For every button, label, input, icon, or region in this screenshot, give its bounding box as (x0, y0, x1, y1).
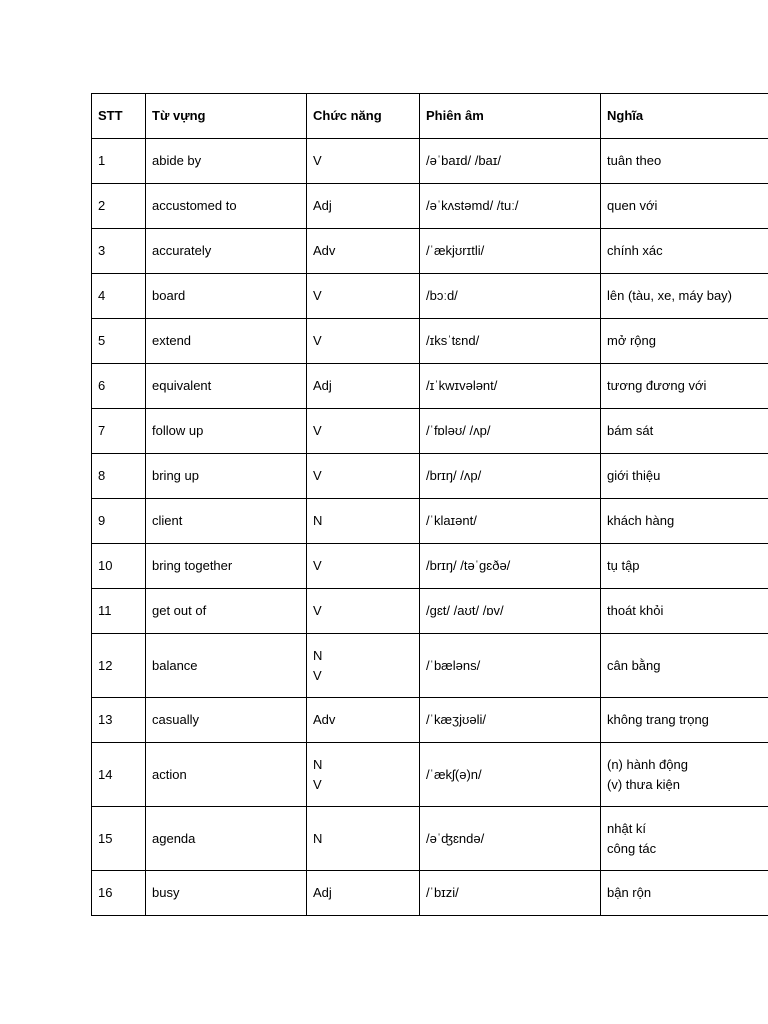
table-row (92, 409, 768, 454)
meaning-cell (601, 139, 768, 184)
part-of-speech-line: V (313, 333, 322, 348)
header-part-of-speech: Chức năng (307, 94, 420, 139)
part-of-speech-cell (307, 454, 420, 499)
meaning-line: quen với (607, 198, 658, 213)
table-row (92, 589, 768, 634)
word-cell: board (146, 274, 307, 319)
part-of-speech-line: Adj (313, 198, 332, 213)
part-of-speech-line: N (313, 830, 323, 846)
word-cell: bring up (146, 454, 307, 499)
word-cell: abide by (146, 139, 307, 184)
stt-cell: 5 (92, 319, 146, 364)
meaning-line: công tác (607, 840, 657, 856)
pronunciation-cell: /ˈklaɪənt/ (420, 499, 601, 544)
meaning-line: bận rộn (607, 885, 652, 900)
pronunciation-cell: /ˈækjʊrɪtli/ (420, 229, 601, 274)
pronunciation-cell: /brɪŋ/ /ʌp/ (420, 454, 601, 499)
part-of-speech-line: V (313, 423, 322, 438)
stt-cell: 7 (92, 409, 146, 454)
table-row (92, 499, 768, 544)
table-body (92, 139, 768, 916)
word-cell: extend (146, 319, 307, 364)
part-of-speech-line: V (313, 776, 322, 792)
word-cell: accurately (146, 229, 307, 274)
pronunciation-cell: /ˈkæʒjʊəli/ (420, 698, 601, 743)
word-cell: action (146, 743, 307, 807)
part-of-speech-line: Adj (313, 378, 332, 393)
part-of-speech-cell (307, 544, 420, 589)
stt-cell: 10 (92, 544, 146, 589)
meaning-cell (601, 499, 768, 544)
table-row (92, 364, 768, 409)
meaning-cell (601, 274, 768, 319)
part-of-speech-cell (307, 499, 420, 544)
part-of-speech-line: N (313, 756, 323, 772)
part-of-speech-line: V (313, 667, 322, 683)
stt-cell: 2 (92, 184, 146, 229)
meaning-line: chính xác (607, 243, 663, 258)
word-cell: busy (146, 871, 307, 916)
stt-cell: 12 (92, 634, 146, 698)
part-of-speech-cell (307, 698, 420, 743)
meaning-cell (601, 229, 768, 274)
table-header-row (92, 94, 768, 139)
meaning-cell (601, 807, 768, 871)
stt-cell: 9 (92, 499, 146, 544)
table-row (92, 698, 768, 743)
meaning-cell (601, 544, 768, 589)
part-of-speech-cell (307, 229, 420, 274)
part-of-speech-cell (307, 871, 420, 916)
part-of-speech-cell (307, 139, 420, 184)
part-of-speech-line: Adj (313, 885, 332, 900)
word-cell: balance (146, 634, 307, 698)
meaning-cell (601, 184, 768, 229)
stt-cell: 4 (92, 274, 146, 319)
part-of-speech-cell (307, 319, 420, 364)
pronunciation-cell: /ˈækʃ(ə)n/ (420, 743, 601, 807)
word-cell: accustomed to (146, 184, 307, 229)
pronunciation-cell: /ˈbɪzi/ (420, 871, 601, 916)
part-of-speech-line: V (313, 603, 322, 618)
meaning-cell (601, 454, 768, 499)
stt-cell: 3 (92, 229, 146, 274)
meaning-line: tương đương với (607, 378, 707, 393)
table-row (92, 807, 768, 871)
table-row (92, 871, 768, 916)
part-of-speech-cell (307, 589, 420, 634)
meaning-line: (v) thưa kiện (607, 776, 681, 792)
word-cell: get out of (146, 589, 307, 634)
meaning-cell (601, 364, 768, 409)
word-cell: casually (146, 698, 307, 743)
table-row (92, 184, 768, 229)
table-row (92, 634, 768, 698)
meaning-cell (601, 743, 768, 807)
header-pronunciation: Phiên âm (420, 94, 601, 139)
meaning-cell (601, 589, 768, 634)
meaning-cell (601, 409, 768, 454)
word-cell: follow up (146, 409, 307, 454)
header-stt: STT (92, 94, 146, 139)
meaning-line: nhật kí (607, 820, 647, 836)
word-cell: equivalent (146, 364, 307, 409)
table-row (92, 319, 768, 364)
stt-cell: 1 (92, 139, 146, 184)
pronunciation-cell: /əˈʤɛndə/ (420, 807, 601, 871)
part-of-speech-line: V (313, 468, 322, 483)
meaning-cell (601, 319, 768, 364)
part-of-speech-line: Adv (313, 243, 336, 258)
meaning-line: tụ tập (607, 558, 640, 573)
part-of-speech-line: V (313, 153, 322, 168)
stt-cell: 15 (92, 807, 146, 871)
part-of-speech-line: N (313, 513, 323, 528)
word-cell: client (146, 499, 307, 544)
meaning-line: không trang trọng (607, 712, 709, 727)
part-of-speech-line: V (313, 558, 322, 573)
pronunciation-cell: /gɛt/ /aʊt/ /ɒv/ (420, 589, 601, 634)
table-row (92, 544, 768, 589)
part-of-speech-line: N (313, 647, 323, 663)
table-row (92, 229, 768, 274)
pronunciation-cell: /əˈkʌstəmd/ /tuː/ (420, 184, 601, 229)
part-of-speech-cell (307, 364, 420, 409)
meaning-line: tuân theo (607, 153, 662, 168)
part-of-speech-cell (307, 184, 420, 229)
part-of-speech-cell (307, 634, 420, 698)
meaning-line: khách hàng (607, 513, 675, 528)
part-of-speech-line: Adv (313, 712, 336, 727)
pronunciation-cell: /ˈfɒləʊ/ /ʌp/ (420, 409, 601, 454)
meaning-line: lên (tàu, xe, máy bay) (607, 288, 732, 303)
pronunciation-cell: /brɪŋ/ /təˈgɛðə/ (420, 544, 601, 589)
meaning-line: mở rộng (607, 333, 656, 348)
stt-cell: 11 (92, 589, 146, 634)
meaning-line: thoát khỏi (607, 603, 664, 618)
stt-cell: 14 (92, 743, 146, 807)
table-row (92, 274, 768, 319)
meaning-line: (n) hành động (607, 756, 688, 772)
stt-cell: 6 (92, 364, 146, 409)
meaning-line: giới thiệu (607, 468, 661, 483)
pronunciation-cell: /ɪksˈtɛnd/ (420, 319, 601, 364)
stt-cell: 16 (92, 871, 146, 916)
pronunciation-cell: /bɔːd/ (420, 274, 601, 319)
word-cell: agenda (146, 807, 307, 871)
table-row (92, 454, 768, 499)
part-of-speech-cell (307, 409, 420, 454)
stt-cell: 8 (92, 454, 146, 499)
meaning-cell (601, 698, 768, 743)
part-of-speech-cell (307, 807, 420, 871)
meaning-line: bám sát (607, 423, 654, 438)
meaning-line: cân bằng (607, 657, 661, 673)
vocabulary-table (91, 93, 768, 916)
pronunciation-cell: /ɪˈkwɪvələnt/ (420, 364, 601, 409)
word-cell: bring together (146, 544, 307, 589)
part-of-speech-line: V (313, 288, 322, 303)
stt-cell: 13 (92, 698, 146, 743)
pronunciation-cell: /əˈbaɪd/ /baɪ/ (420, 139, 601, 184)
meaning-cell (601, 634, 768, 698)
header-word: Từ vựng (146, 94, 307, 139)
pronunciation-cell: /ˈbæləns/ (420, 634, 601, 698)
table-row (92, 743, 768, 807)
meaning-cell (601, 871, 768, 916)
part-of-speech-cell (307, 743, 420, 807)
table-row (92, 139, 768, 184)
header-meaning: Nghĩa (601, 94, 768, 139)
part-of-speech-cell (307, 274, 420, 319)
